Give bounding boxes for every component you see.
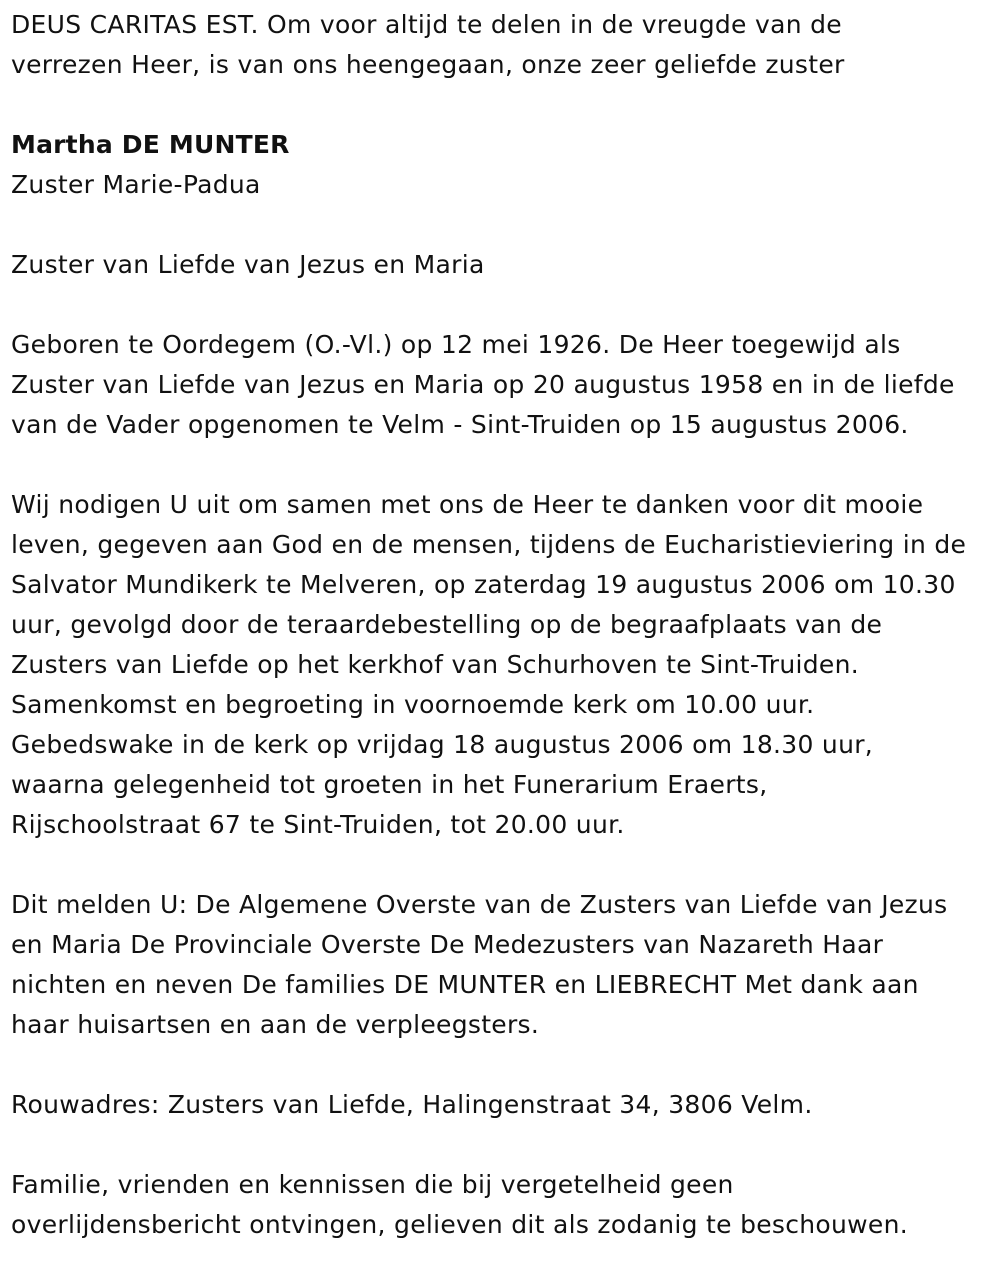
closing-paragraph [11,1165,996,1245]
announcers-paragraph [11,885,996,1045]
paragraph-spacer [11,1045,996,1085]
paragraph-spacer [11,845,996,885]
announcers-line: haar huisartsen en aan de verpleegsters. [11,1010,540,1039]
paragraph-spacer [11,445,996,485]
paragraph-spacer [11,205,996,245]
biography-line: Zuster van Liefde van Jezus en Maria op 20 augustus 1958 en in de liefde [11,370,955,399]
paragraph-spacer [11,285,996,325]
invitation-line: Gebedswake in de kerk op vrijdag 18 augustus 2006 om 18.30 uur, [11,730,874,759]
intro-line: verrezen Heer, is van ons heengegaan, onze zeer geliefde zuster [11,50,845,79]
biography-paragraph [11,325,996,445]
invitation-line: leven, gegeven aan God en de mensen, tijdens de Eucharistieviering in de [11,530,967,559]
invitation-line: Zusters van Liefde op het kerkhof van Schurhoven te Sint-Truiden. [11,650,859,679]
invitation-line: Wij nodigen U uit om samen met ons de Heer te danken voor dit mooie [11,490,924,519]
announcers-line: nichten en neven De families DE MUNTER en LIEBRECHT Met dank aan [11,970,919,999]
invitation-paragraph [11,485,996,845]
invitation-line: Rijschoolstraat 67 te Sint-Truiden, tot 20.00 uur. [11,810,625,839]
biography-line: Geboren te Oordegem (O.-Vl.) op 12 mei 1926. De Heer toegewijd als [11,330,901,359]
invitation-line: waarna gelegenheid tot groeten in het Funerarium Eraerts, [11,770,768,799]
biography-line: van de Vader opgenomen te Velm - Sint-Truiden op 15 augustus 2006. [11,410,909,439]
announcers-line: Dit melden U: De Algemene Overste van de Zusters van Liefde van Jezus [11,890,948,919]
closing-line: Familie, vrienden en kennissen die bij vergetelheid geen [11,1170,734,1199]
closing-line: overlijdensbericht ontvingen, gelieven dit als zodanig te beschouwen. [11,1210,908,1239]
mourning-address: Rouwadres: Zusters van Liefde, Halingenstraat 34, 3806 Velm. [11,1090,813,1119]
paragraph-spacer [11,85,996,125]
announcers-line: en Maria De Provinciale Overste De Medezusters van Nazareth Haar [11,930,884,959]
religious-name: Zuster Marie-Padua [11,170,261,199]
invitation-line: Samenkomst en begroeting in voornoemde kerk om 10.00 uur. [11,690,815,719]
paragraph-spacer [11,1125,996,1165]
deceased-name: Martha DE MUNTER [11,130,290,159]
congregation: Zuster van Liefde van Jezus en Maria [11,250,485,279]
invitation-line: uur, gevolgd door de teraardebestelling op de begraafplaats van de [11,610,883,639]
intro-line: DEUS CARITAS EST. Om voor altijd te delen in de vreugde van de [11,10,842,39]
intro-paragraph [11,5,996,85]
obituary-document [11,5,996,1245]
invitation-line: Salvator Mundikerk te Melveren, op zaterdag 19 augustus 2006 om 10.30 [11,570,956,599]
